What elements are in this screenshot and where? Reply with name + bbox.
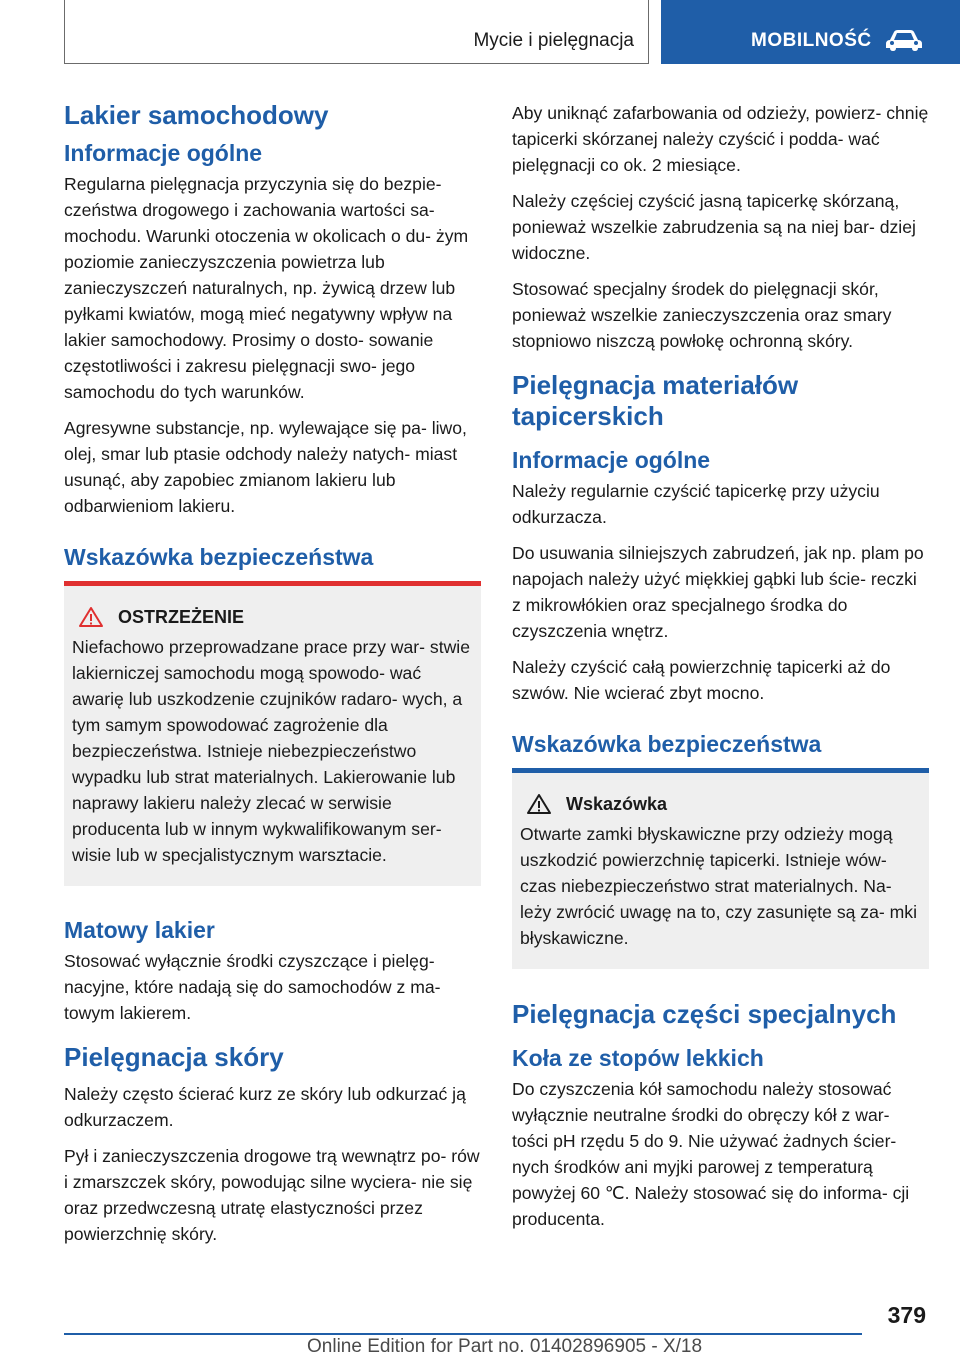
heading-paint: Lakier samochodowy — [64, 100, 329, 130]
heading-general-info: Informacje ogólne — [64, 140, 263, 166]
left-column — [64, 100, 481, 1257]
paragraph: Należy czyścić całą powierzchnię tapicerki aż do szwów. Nie wcierać zbyt mocno. — [512, 657, 891, 703]
heading-leather-care: Pielęgnacja skóry — [64, 1042, 284, 1072]
heading-matte-paint: Matowy lakier — [64, 917, 215, 943]
heading-special-parts-care: Pielęgnacja części specjalnych — [512, 999, 897, 1029]
paragraph: Pył i zanieczyszczenia drogowe trą wewnątrz po- rów i zmarszczek skóry, powodując silne wyciera- nie się oraz przedwczesną utratę elastyczności przez powierzchnię skóry. — [64, 1146, 480, 1244]
paragraph: Stosować wyłącznie środki czyszczące i pielęg- nacyjne, które nadają się do samochodów z ma- towym lakierem. — [64, 951, 441, 1023]
heading-upholstery-care: Pielęgnacja materiałów tapicerskich — [512, 370, 799, 431]
car-icon — [884, 28, 924, 52]
section-title: Mycie i pielęgnacja — [473, 30, 634, 51]
paragraph: Do usuwania silniejszych zabrudzeń, jak np. plam po napojach należy użyć miękkiej gąbki lub ście- reczki z mikrowłókien oraz specjalnego środka do czyszczenia wnętrz. — [512, 543, 924, 641]
warning-triangle-icon — [78, 606, 104, 628]
notice-title — [520, 793, 921, 815]
page-number: 379 — [887, 1302, 926, 1328]
paragraph: Należy często ścierać kurz ze skóry lub odkurzać ją odkurzaczem. — [64, 1084, 466, 1130]
notice-title-text: Wskazówka — [566, 793, 668, 814]
warning-text: Niefachowo przeprowadzane prace przy war- stwie lakierniczej samochodu mogą spowodo- wać awarię lub uszkodzenie czujników radaro- wych, a tym samym spowodować zagrożenie dla bezpieczeństwa. Istnieje niebezpieczeństwo wypadku lub strat materialnych. Lakierowanie lub naprawy lakieru należy zlecać w serwisie producenta lub w innym wykwalifikowanym ser- wisie lub w specjalistycznym warsztacie. — [72, 637, 470, 865]
heading-safety-note: Wskazówka bezpieczeństwa — [64, 544, 374, 570]
chapter-tab[interactable] — [661, 0, 960, 64]
edition-note: Online Edition for Part no. 01402896905 - X/18 — [307, 1336, 703, 1357]
paragraph: Należy częściej czyścić jasną tapicerkę skórzaną, ponieważ wszelkie zabrudzenia są na niej bar- dziej widoczne. — [512, 191, 916, 263]
header-section-box — [64, 0, 649, 64]
notice-text: Otwarte zamki błyskawiczne przy odzieży mogą uszkodzić powierzchnię tapicerki. Istnieje wów- czas niebezpieczeństwo strat materialnych. Na- leży zwrócić uwagę na to, czy zasunięte są za- mki błyskawiczne. — [520, 824, 917, 948]
chapter-tab-label: MOBILNOŚĆ — [751, 30, 872, 51]
notice-box — [512, 768, 929, 969]
footer-divider — [64, 1333, 862, 1335]
warning-title-text: OSTRZEŻENIE — [118, 606, 245, 627]
right-column — [512, 100, 929, 1242]
warning-title — [72, 606, 473, 628]
paragraph: Stosować specjalny środek do pielęgnacji skór, ponieważ wszelkie zanieczyszczenia oraz smary stopniowo niszczą powłokę ochronną skóry. — [512, 279, 892, 351]
heading-safety-note: Wskazówka bezpieczeństwa — [512, 731, 822, 757]
paragraph: Agresywne substancje, np. wylewające się pa- liwo, olej, smar lub ptasie odchody należy natych- miast usunąć, aby zapobiec zmianom lakieru lub odbarwieniom lakieru. — [64, 418, 467, 516]
paragraph: Regularna pielęgnacja przyczynia się do bezpie- czeństwa drogowego i zachowania wartości sa- mochodu. Warunki otoczenia w okolicach o du- żym poziomie zanieczyszczenia powietrza lub zanieczyszczeń naturalnych, np. żywicą drzew lub pyłkami kwiatów, mogą mieć negatywny wpływ na lakier samochodowy. Prosimy o dosto- sowanie częstotliwości i zakresu pielęgnacji swo- jego samochodu do tych warunków. — [64, 174, 469, 402]
heading-alloy-wheels: Koła ze stopów lekkich — [512, 1045, 764, 1071]
warning-triangle-icon — [526, 793, 552, 815]
warning-box — [64, 581, 481, 886]
paragraph: Należy regularnie czyścić tapicerkę przy użyciu odkurzacza. — [512, 481, 880, 527]
paragraph: Do czyszczenia kół samochodu należy stosować wyłącznie neutralne środki do obręczy kół z war- tości pH rzędu 5 do 9. Nie używać żadnych ścier- nych środków ani myjki parowej z temperaturą powyżej 60 ℃. Należy stosować się do informa- cji producenta. — [512, 1079, 910, 1229]
heading-general-info: Informacje ogólne — [512, 447, 711, 473]
paragraph: Aby uniknąć zafarbowania od odzieży, powierz- chnię tapicerki skórzanej należy czyścić i podda- wać pielęgnacji co ok. 2 miesiące. — [512, 103, 929, 175]
